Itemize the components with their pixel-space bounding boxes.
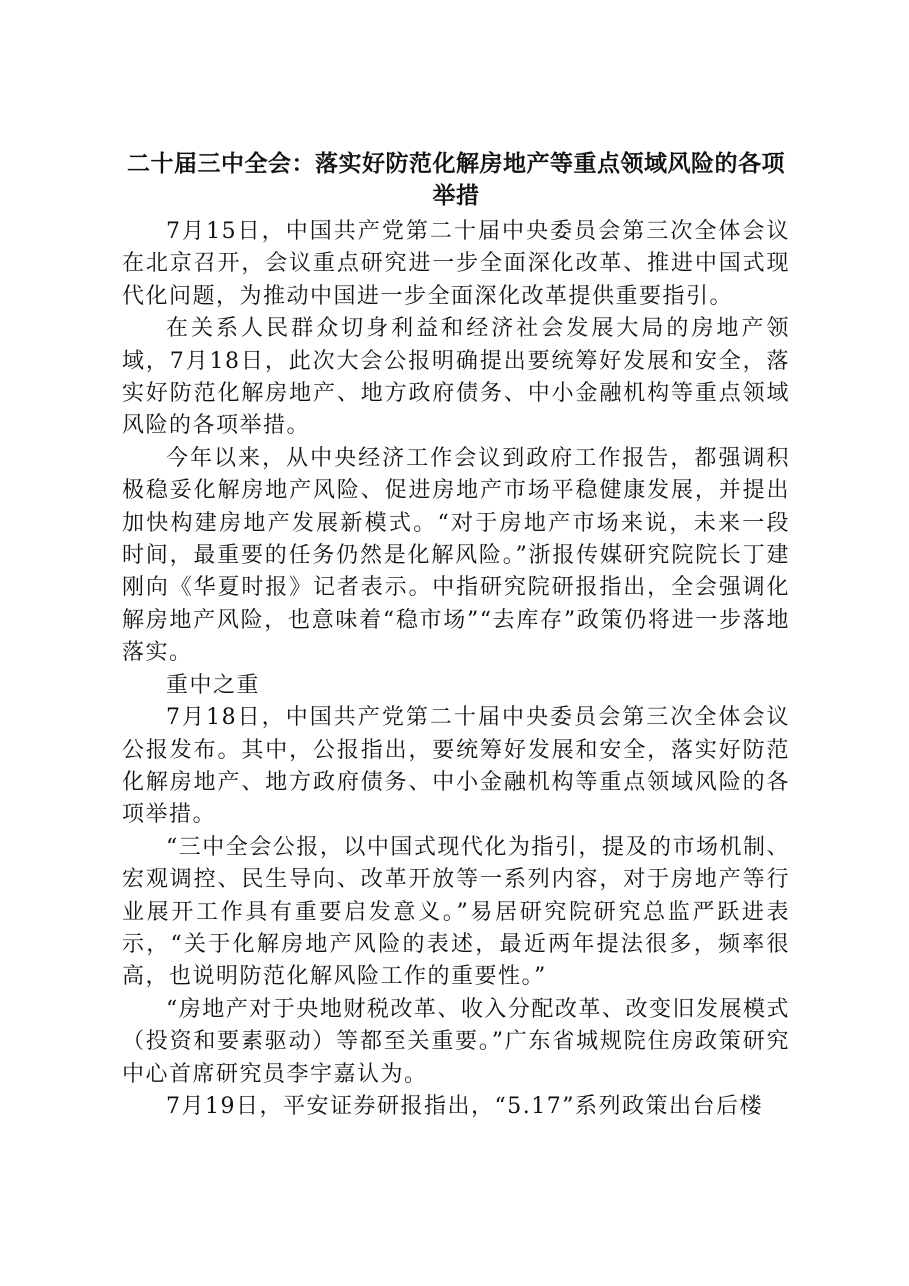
paragraph-real-estate: 在关系人民群众切身利益和经济社会发展大局的房地产领域，7月18日，此次大会公报明确提出要统筹好发展和安全，落实好防范化解房地产、地方政府债务、中小金融机构等重点领域风险的各项举措。 — [122, 316, 790, 439]
paragraph-quote-yan: “三中全会公报，以中国式现代化为指引，提及的市场机制、宏观调控、民生导向、改革开放等一系列内容，对于房地产等行业展开工作具有重要启发意义。”易居研究院研究总监严跃进表示，“关于化解房地产风险的表述，最近两年提法很多，频率很高，也说明防范化解风险工作的重要性。” — [122, 834, 790, 990]
section-heading: 重中之重 — [166, 672, 261, 698]
paragraph-pingan: 7月19日，平安证券研报指出，“5.17”系列政策出台后楼 — [166, 1093, 763, 1119]
document-title: 二十届三中全会：落实好防范化解房地产等重点领域风险的各项举措 — [127, 150, 785, 209]
paragraph-intro: 7月15日，中国共产党第二十届中央委员会第三次全体会议在北京召开，会议重点研究进一步全面深化改革、推进中国式现代化问题，为推动中国进一步全面深化改革提供重要指引。 — [122, 219, 790, 309]
paragraph-quote-li: “房地产对于央地财税改革、收入分配改革、改变旧发展模式（投资和要素驱动）等都至关重要。”广东省城规院住房政策研究中心首席研究员李宇嘉认为。 — [122, 996, 790, 1087]
paragraph-this-year: 今年以来，从中央经济工作会议到政府工作报告，都强调积极稳妥化解房地产风险、促进房地产市场平稳健康发展，并提出加快构建房地产发展新模式。“对于房地产市场来说，未来一段时间，最重要的任务仍然是化解风险。”浙报传媒研究院院长丁建刚向《华夏时报》记者表示。中指研究院研报指出，全会强调化解房地产风险，也意味着“稳市场”“去库存”政策仍将进一步落地落实。 — [122, 445, 790, 666]
document-page — [122, 148, 790, 1123]
paragraph-communique: 7月18日，中国共产党第二十届中央委员会第三次全体会议公报发布。其中，公报指出，要统筹好发展和安全，落实好防范化解房地产、地方政府债务、中小金融机构等重点领域风险的各项举措。 — [122, 705, 790, 828]
